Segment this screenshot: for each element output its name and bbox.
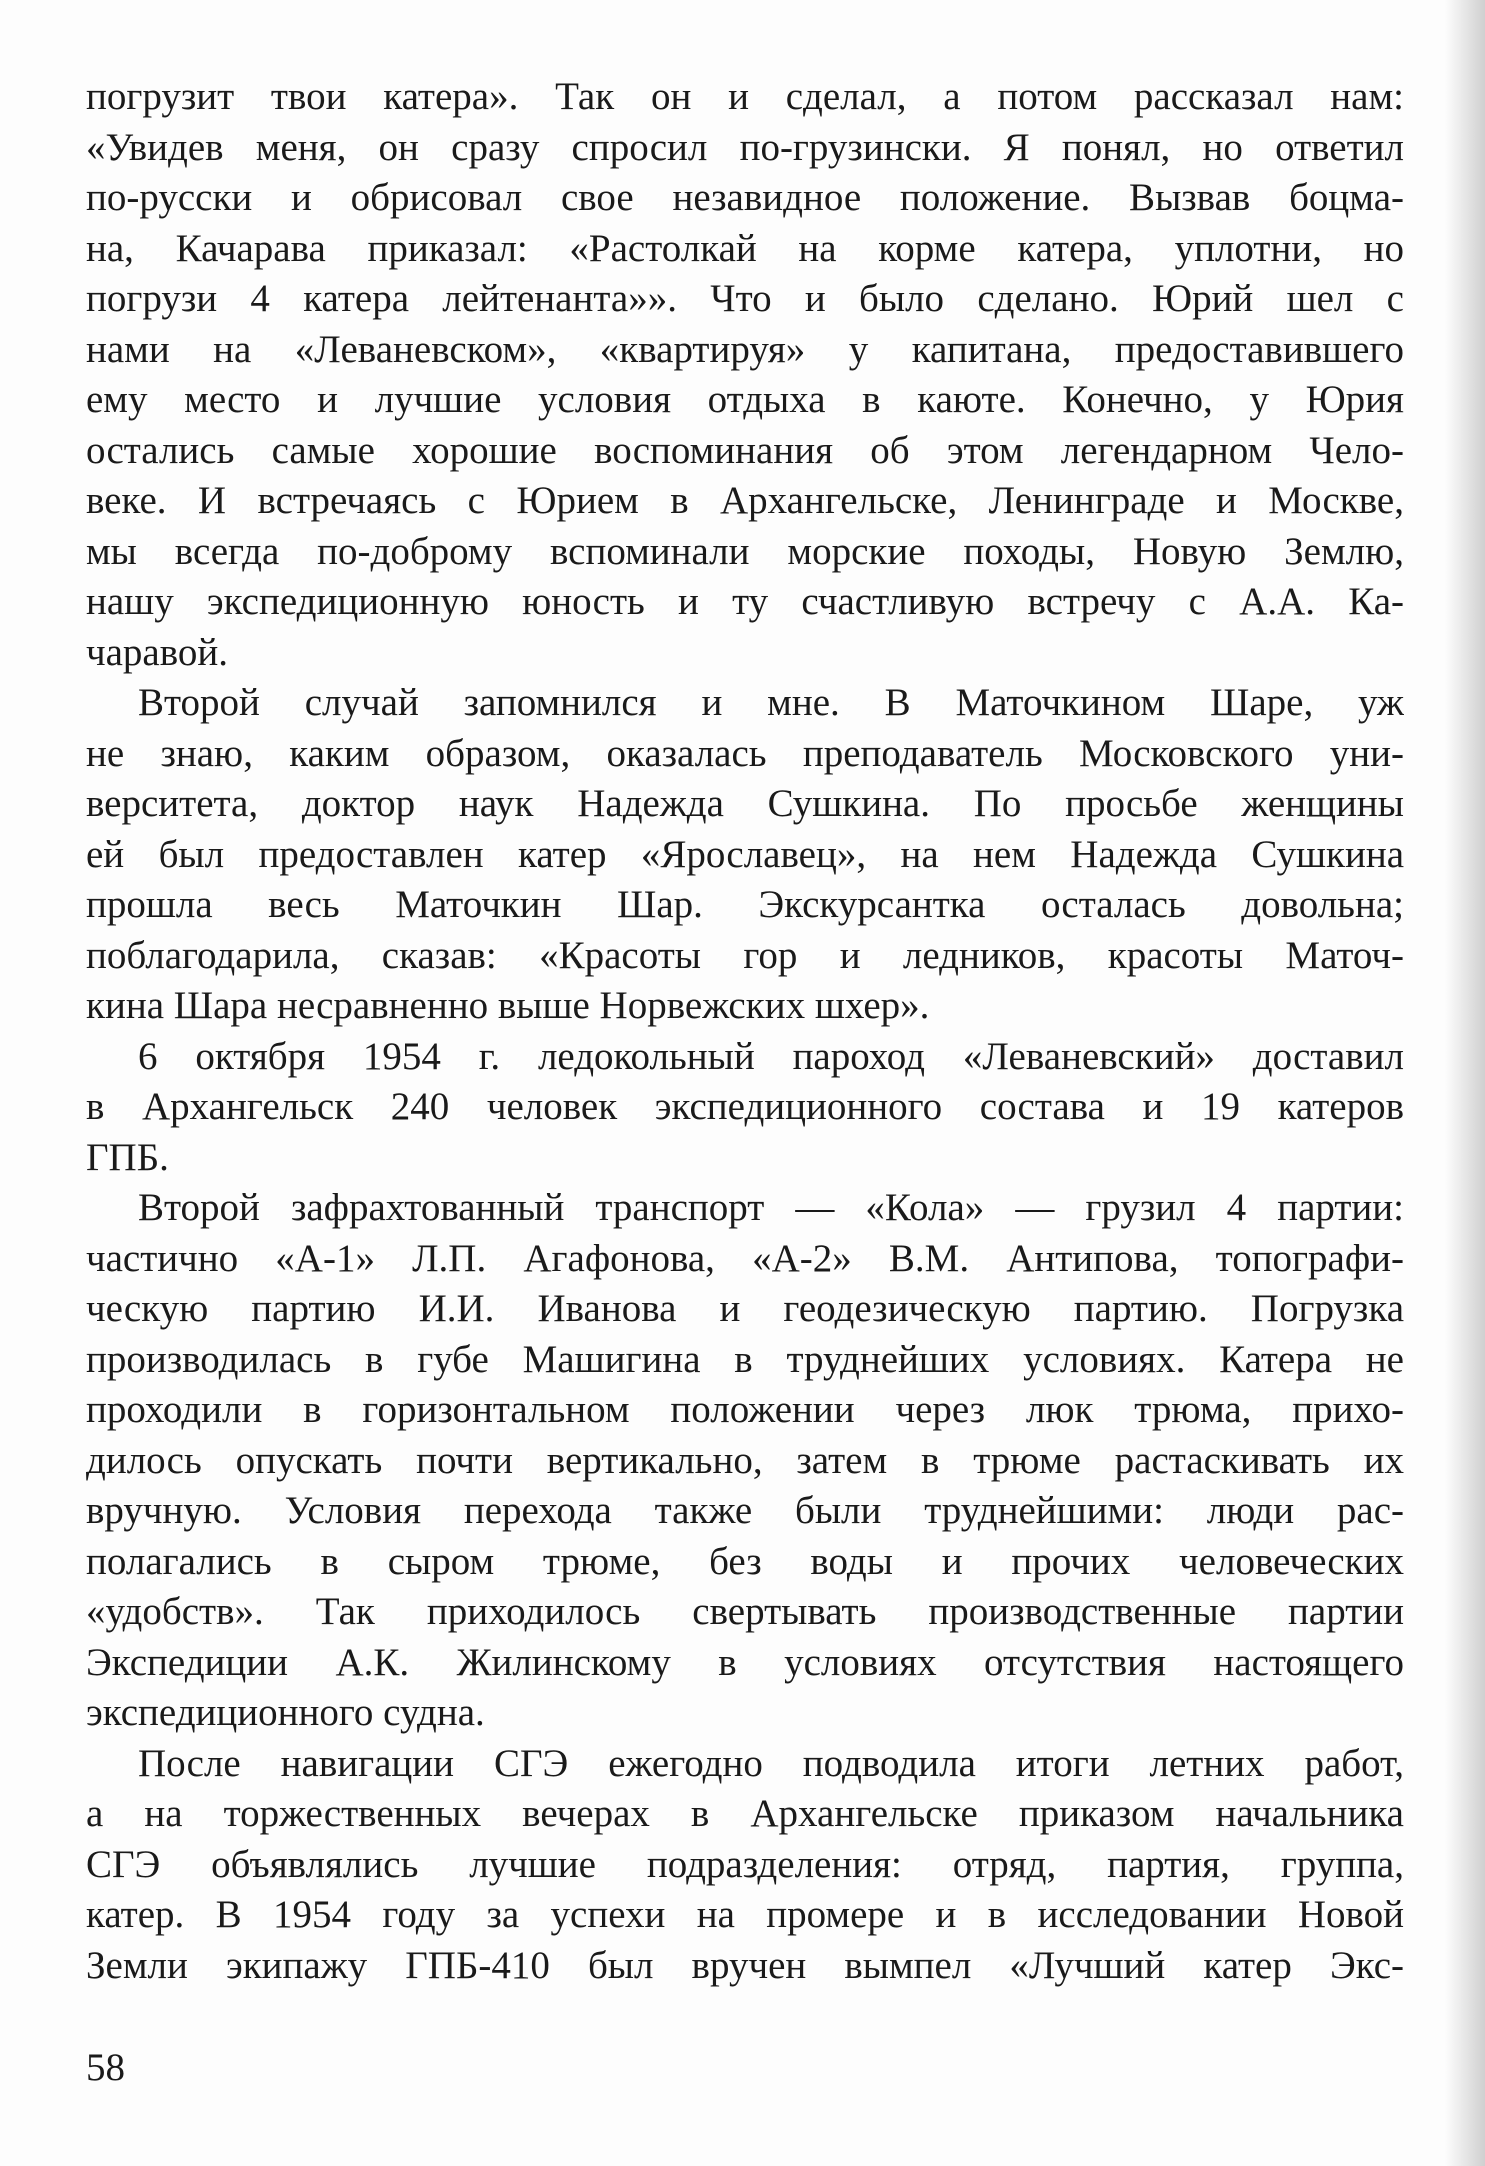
text-line: дилось опускать почти вертикально, затем в трюме растаскивать их xyxy=(86,1438,1404,1482)
text-line: по-русски и обрисовал свое незавидное положение. Вызвав боцма- xyxy=(86,176,1404,219)
text-line: ГПБ. xyxy=(86,1135,169,1179)
text-line: мы всегда по-доброму вспоминали морские походы, Новую Землю, xyxy=(86,529,1404,573)
text-line: остались самые хорошие воспоминания об этом легендарном Чело- xyxy=(86,428,1404,472)
text-line: Второй зафрахтованный транспорт — «Кола» — грузил 4 партии: xyxy=(138,1186,1404,1229)
text-line: в Архангельск 240 человек экспедиционного состава и 19 катеров xyxy=(86,1085,1404,1128)
text-line: СГЭ объявлялись лучшие подразделения: отряд, партия, группа, xyxy=(86,1842,1404,1886)
text-line: чаравой. xyxy=(86,630,229,674)
text-line: 6 октября 1954 г. ледокольный пароход «Леваневский» доставил xyxy=(138,1034,1404,1078)
paragraph xyxy=(86,72,1404,678)
paragraph xyxy=(86,1032,1404,1184)
text-line: Экспедиции А.К. Жилинскому в условиях отсутствия настоящего xyxy=(86,1640,1404,1684)
page-binding-shadow xyxy=(1445,0,1485,2166)
text-line: ей был предоставлен катер «Ярославец», на нем Надежда Сушкина xyxy=(86,832,1404,876)
text-line: «удобств». Так приходилось свертывать производственные партии xyxy=(86,1590,1404,1633)
text-line: нами на «Леваневском», «квартируя» у капитана, предоставившего xyxy=(86,327,1404,371)
text-line: веке. И встречаясь с Юрием в Архангельске, Ленинграде и Москве, xyxy=(86,479,1404,522)
text-line: «Увидев меня, он сразу спросил по-грузински. Я понял, но ответил xyxy=(86,125,1404,169)
text-line: верситета, доктор наук Надежда Сушкина. По просьбе женщины xyxy=(86,782,1404,825)
paragraph xyxy=(86,678,1404,1032)
text-line: После навигации СГЭ ежегодно подводила итоги летних работ, xyxy=(138,1741,1404,1785)
text-line: нашу экспедиционную юность и ту счастливую встречу с А.А. Ка- xyxy=(86,580,1404,623)
text-line: кина Шара несравненно выше Норвежских шхер». xyxy=(86,984,930,1027)
text-line: не знаю, каким образом, оказалась преподаватель Московского уни- xyxy=(86,731,1404,775)
paragraph xyxy=(86,1739,1404,1992)
text-line: вручную. Условия перехода также были труднейшими: люди рас- xyxy=(86,1489,1404,1532)
text-line: катер. В 1954 году за успехи на промере и в исследовании Новой xyxy=(86,1893,1404,1936)
text-line: поблагодарила, сказав: «Красоты гор и ледников, красоты Маточ- xyxy=(86,933,1404,977)
page-number: 58 xyxy=(86,2046,125,2089)
text-line: погрузи 4 катера лейтенанта»». Что и было сделано. Юрий шел с xyxy=(86,277,1404,320)
text-line: Земли экипажу ГПБ-410 был вручен вымпел «Лучший катер Экс- xyxy=(86,1943,1404,1987)
text-line: а на торжественных вечерах в Архангельске приказом начальника xyxy=(86,1792,1404,1835)
body-text xyxy=(86,72,1404,1991)
text-line: полагались в сыром трюме, без воды и прочих человеческих xyxy=(86,1539,1404,1583)
text-line: Второй случай запомнился и мне. В Маточкином Шаре, уж xyxy=(138,681,1404,724)
text-line: проходили в горизонтальном положении через люк трюма, прихо- xyxy=(86,1388,1404,1431)
text-line: на, Качарава приказал: «Растолкай на корме катера, уплотни, но xyxy=(86,226,1404,270)
text-line: ему место и лучшие условия отдыха в каюте. Конечно, у Юрия xyxy=(86,378,1404,421)
text-line: производилась в губе Машигина в труднейших условиях. Катера не xyxy=(86,1337,1404,1381)
paragraph xyxy=(86,1183,1404,1739)
text-line: погрузит твои катера». Так он и сделал, а потом рассказал нам: xyxy=(86,75,1404,118)
text-line: прошла весь Маточкин Шар. Экскурсантка осталась довольна; xyxy=(86,883,1404,926)
text-line: частично «А-1» Л.П. Агафонова, «А-2» В.М. Антипова, топографи- xyxy=(86,1236,1404,1280)
text-line: ческую партию И.И. Иванова и геодезическую партию. Погрузка xyxy=(86,1287,1404,1330)
text-line: экспедиционного судна. xyxy=(86,1691,485,1734)
